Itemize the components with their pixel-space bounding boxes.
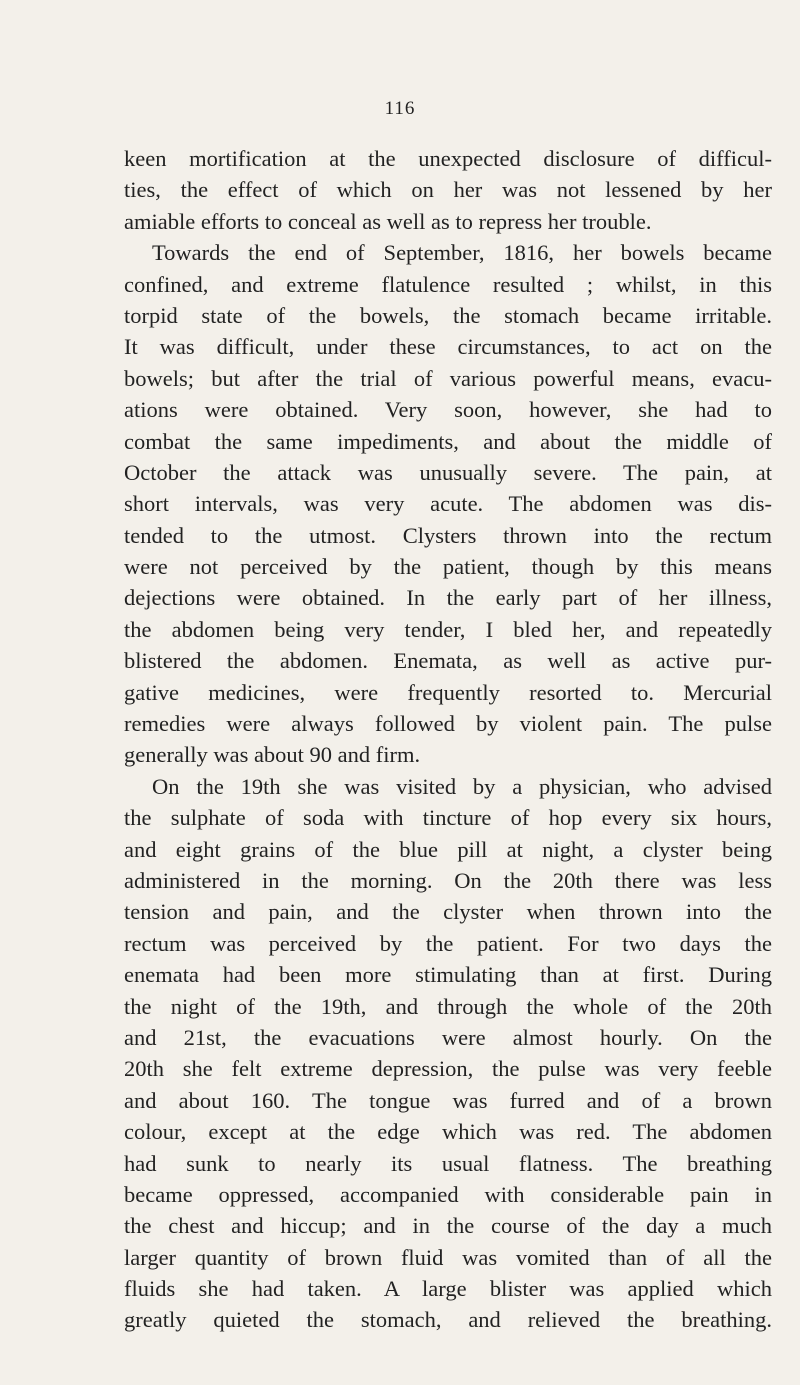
- text-line: tended to the utmost. Clysters thrown into the rectum: [124, 522, 772, 548]
- text-line: fluids she had taken. A large blister was applied which: [124, 1276, 772, 1302]
- text-line: tension and pain, and the clyster when thrown into the: [124, 899, 772, 925]
- text-line: remedies were always followed by violent pain. The pulse: [124, 711, 772, 737]
- text-line: greatly quieted the stomach, and relieved the breathing.: [124, 1307, 772, 1333]
- text-line: short intervals, was very acute. The abdomen was dis-: [124, 491, 772, 517]
- text-line: became oppressed, accompanied with considerable pain in: [124, 1181, 772, 1207]
- text-line: were not perceived by the patient, though by this means: [124, 554, 772, 580]
- text-line: blistered the abdomen. Enemata, as well as active pur-: [124, 648, 772, 674]
- text-line: dejections were obtained. In the early part of her illness,: [124, 585, 772, 611]
- text-line: combat the same impediments, and about the middle of: [124, 428, 772, 454]
- text-line: generally was about 90 and firm.: [124, 742, 421, 768]
- text-line: confined, and extreme flatulence resulted ; whilst, in this: [124, 271, 772, 297]
- text-line: October the attack was unusually severe. The pain, at: [124, 459, 772, 485]
- text-line: gative medicines, were frequently resorted to. Mercurial: [124, 679, 772, 705]
- text-line: had sunk to nearly its usual flatness. The breathing: [124, 1150, 772, 1176]
- text-line: keen mortification at the unexpected disclosure of difficul-: [124, 146, 772, 171]
- text-line: the night of the 19th, and through the whole of the 20th: [124, 993, 772, 1019]
- text-line: and eight grains of the blue pill at night, a clyster being: [124, 836, 772, 862]
- text-line: Towards the end of September, 1816, her bowels became: [152, 240, 772, 266]
- text-line: larger quantity of brown fluid was vomited than of all the: [124, 1244, 772, 1270]
- text-line: administered in the morning. On the 20th there was less: [124, 867, 772, 893]
- text-line: and 21st, the evacuations were almost hourly. On the: [124, 1024, 772, 1050]
- text-line: bowels; but after the trial of various powerful means, evacu-: [124, 365, 772, 391]
- text-line: and about 160. The tongue was furred and of a brown: [124, 1087, 772, 1113]
- text-line: torpid state of the bowels, the stomach became irritable.: [124, 302, 772, 328]
- text-line: the chest and hiccup; and in the course of the day a much: [124, 1213, 772, 1239]
- text-line: enemata had been more stimulating than at first. During: [124, 962, 772, 988]
- text-line: ations were obtained. Very soon, however, she had to: [124, 397, 772, 423]
- text-line: 20th she felt extreme depression, the pulse was very feeble: [124, 1056, 772, 1082]
- body-text: [124, 143, 772, 1336]
- text-line: rectum was perceived by the patient. For two days the: [124, 930, 772, 956]
- text-line: It was difficult, under these circumstances, to act on the: [124, 334, 772, 360]
- text-line: the sulphate of soda with tincture of hop every six hours,: [124, 805, 772, 831]
- text-line: colour, except at the edge which was red. The abdomen: [124, 1119, 772, 1145]
- text-line: the abdomen being very tender, I bled her, and repeatedly: [124, 616, 772, 642]
- text-line: ties, the effect of which on her was not lessened by her: [124, 177, 772, 203]
- text-line: amiable efforts to conceal as well as to repress her trouble.: [124, 208, 652, 234]
- page-number: 116: [384, 98, 416, 119]
- text-line: On the 19th she was visited by a physician, who advised: [152, 773, 772, 799]
